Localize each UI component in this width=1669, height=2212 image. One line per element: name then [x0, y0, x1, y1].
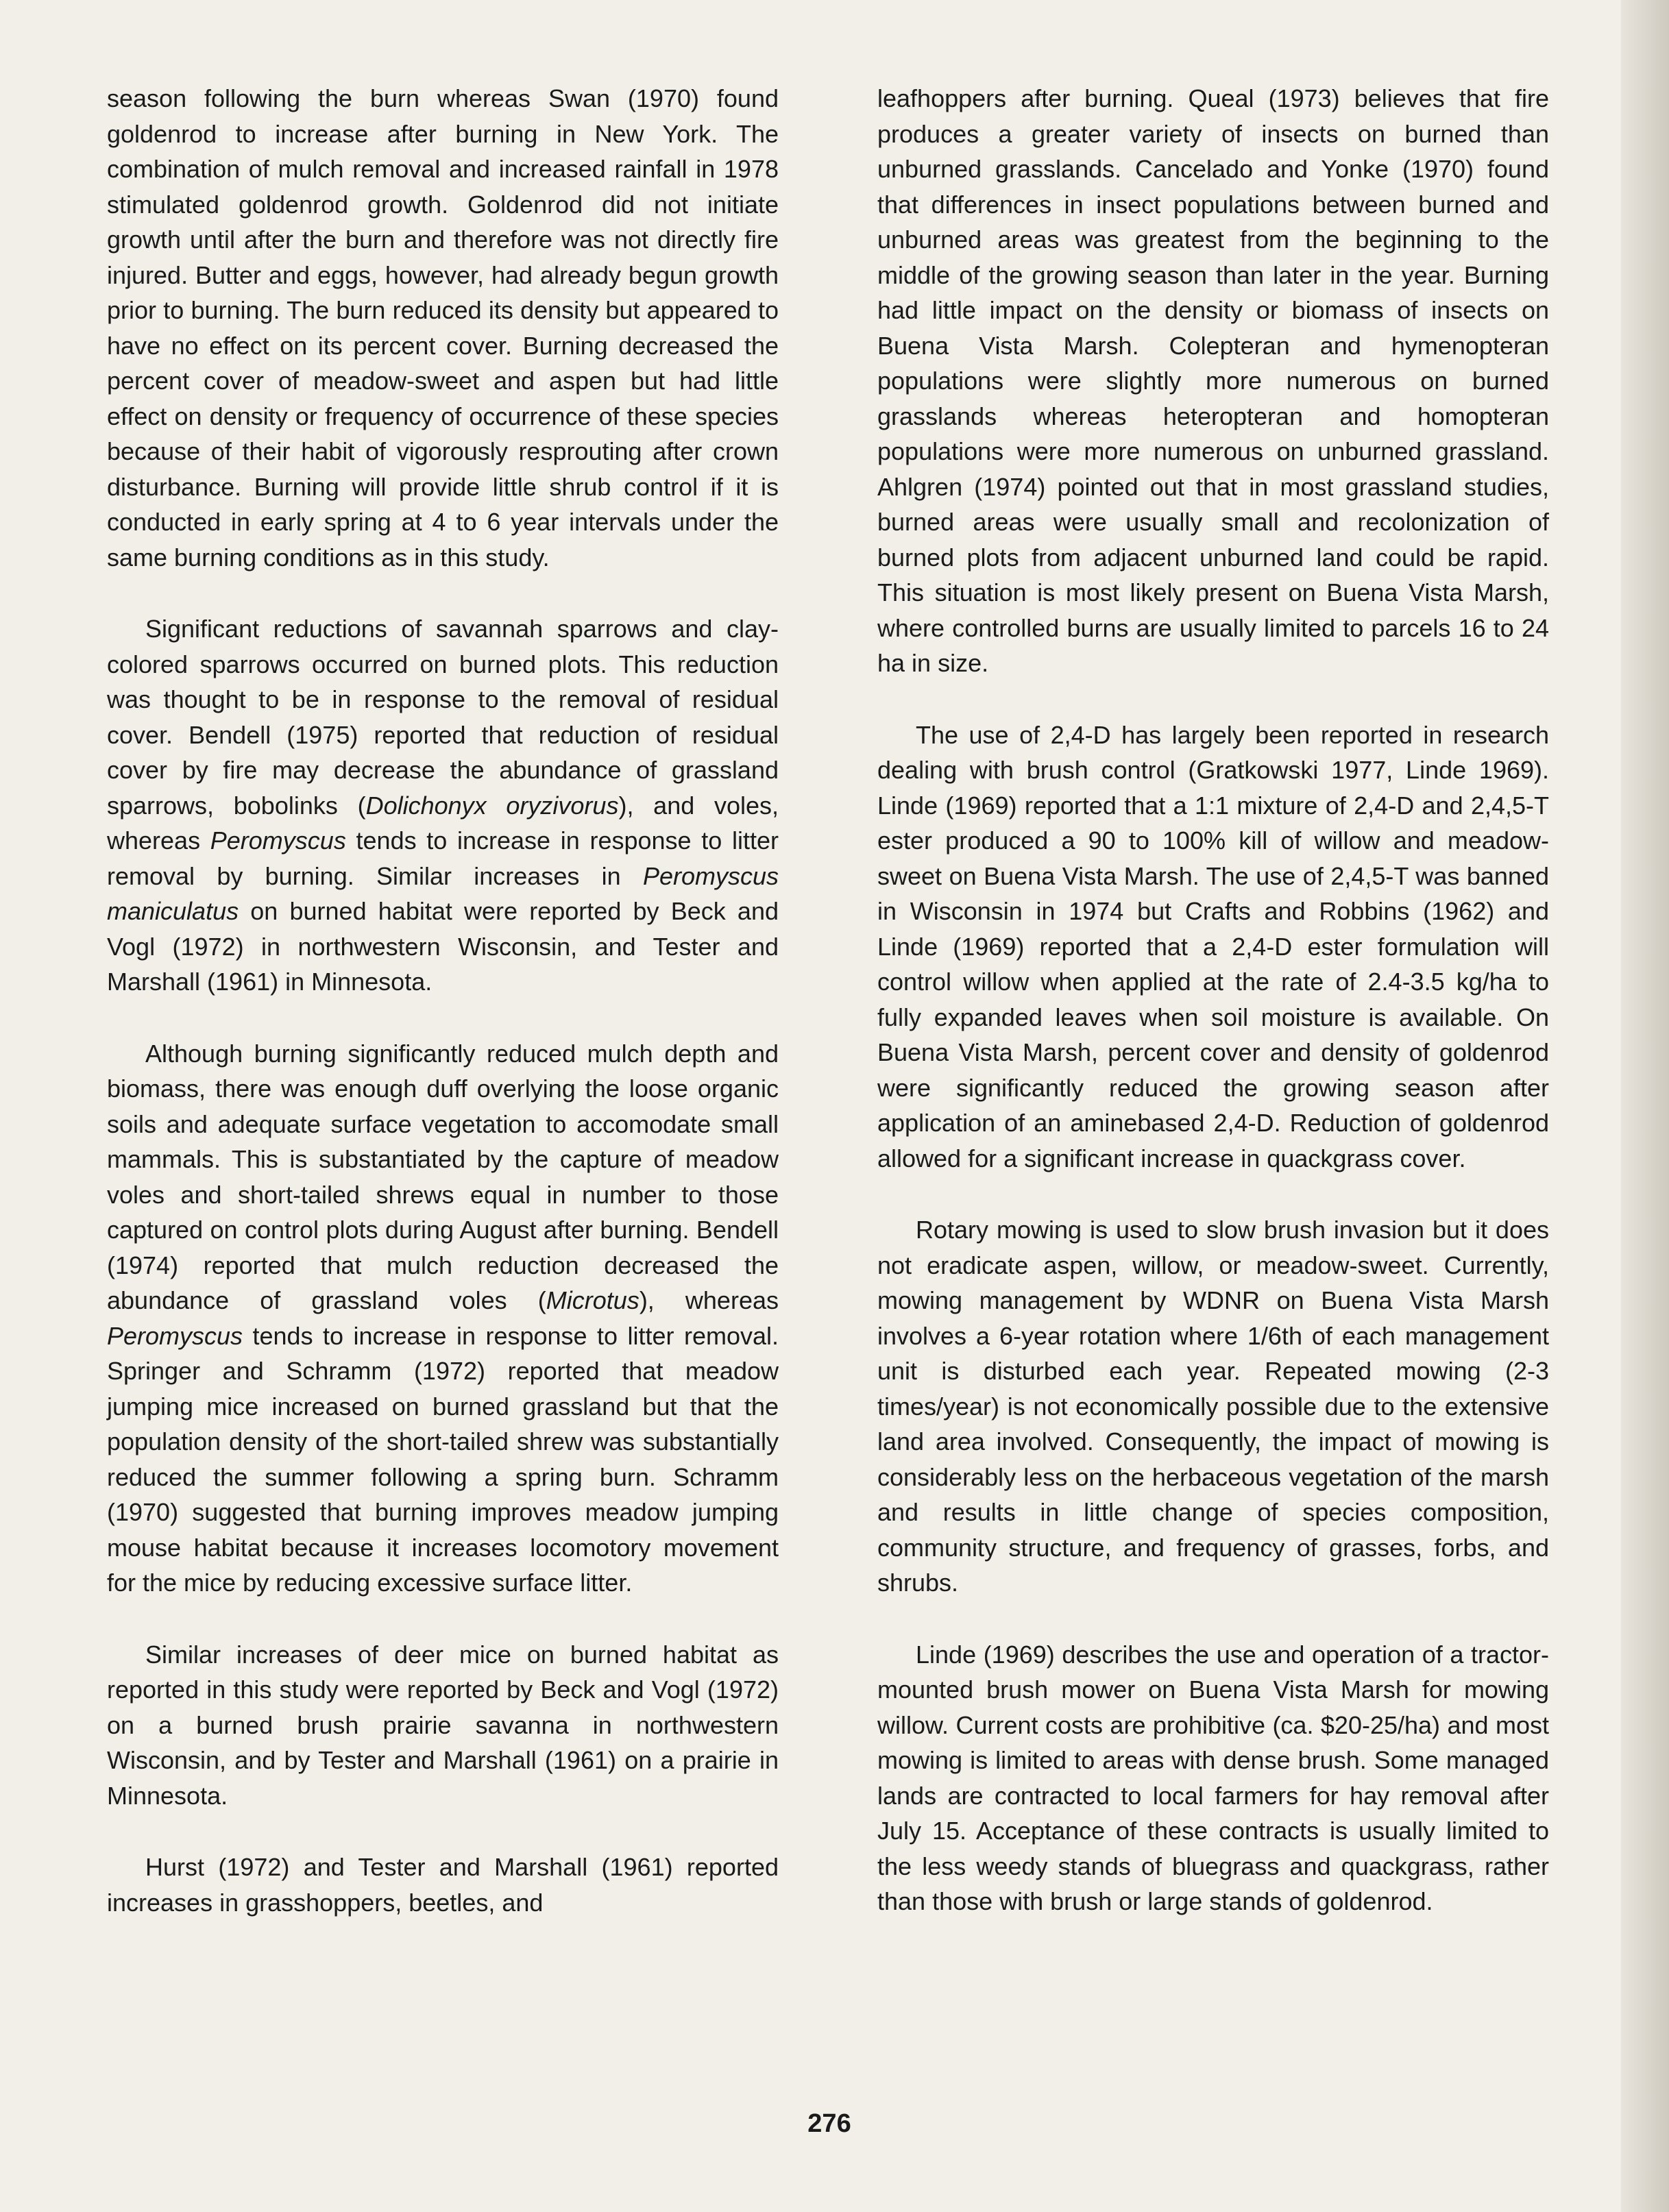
species-name: Microtus: [546, 1286, 639, 1314]
right-column: [877, 81, 1549, 1919]
species-name: Dolichonyx oryzivorus: [365, 791, 619, 820]
paragraph-insects: leafhoppers after burning. Queal (1973) believes that fire produces a greater variety of insects on burned than unburned grasslands. Cancelado and Yonke (1970) found that differences in insect populations between burned and unburned areas was greatest from the beginning to the middle of the growing season than later in the year. Burning had little impact on the density or biomass of insects on Buena Vista Marsh. Colepteran and hymenopteran populations were slightly more numerous on burned grasslands whereas heteropteran and homopteran populations were more numerous on unburned grassland. Ahlgren (1974) pointed out that in most grassland studies, burned areas were usually small and recolonization of burned plots from adjacent unburned land could be rapid. This situation is most likely present on Buena Vista Marsh, where controlled burns are usually limited to parcels 16 to 24 ha in size.: [877, 84, 1549, 677]
paragraph-deer-mice: Similar increases of deer mice on burned habitat as reported in this study were reported by Beck and Vogl (1972) on a burned brush prairie savanna in northwestern Wisconsin, and by Tester and Marshall (1961) on a prairie in Minnesota.: [107, 1640, 779, 1810]
paragraph-rotary-mowing: Rotary mowing is used to slow brush invasion but it does not eradicate aspen, willow, or meadow-sweet. Currently, mowing management by WDNR on Buena Vista Marsh involves a 6-year rotation where 1/6th of each management unit is disturbed each year. Repeated mowing (2-3 times/year) is not economically possible due to the extensive land area involved. Consequently, the impact of mowing is considerably less on the herbaceous vegetation of the marsh and results in little change of species composition, community structure, and frequency of grasses, forbs, and shrubs.: [877, 1216, 1549, 1597]
species-name: Peromyscus maniculatus: [107, 861, 779, 925]
species-name: Peromyscus: [210, 826, 346, 855]
left-column: [107, 81, 779, 1920]
paragraph-insects-intro: Hurst (1972) and Tester and Marshall (1961) reported increases in grasshoppers, beetles, and: [107, 1853, 779, 1917]
paragraph-small-mammals: Although burning significantly reduced mulch depth and biomass, there was enough duff overlying the loose organic soils and adequate surface vegetation to accomodate small mammals. This is substantiated by the capture of meadow voles and short-tailed shrews equal in number to those captured on control plots during August after burning. Bendell (1974) reported that mulch reduction decreased the abundance of grassland voles (Microtus), whereas Peromyscus tends to increase in response to litter removal. Springer and Schramm (1972) reported that meadow jumping mice increased on burned grassland but that the population density of the short-tailed shrew was substantially reduced the summer following a spring burn. Schramm (1970) suggested that burning improves meadow jumping mouse habitat because it increases locomotory movement for the mice by reducing excessive surface litter.: [107, 1039, 779, 1597]
paragraph-goldenrod-burning: season following the burn whereas Swan (1970) found goldenrod to increase after burning in New York. The combination of mulch removal and increased rainfall in 1978 stimulated goldenrod growth. Goldenrod did not initiate growth until after the burn and therefore was not directly fire injured. Butter and eggs, however, had already begun growth prior to burning. The burn reduced its density but appeared to have no effect on its percent cover. Burning decreased the percent cover of meadow-sweet and aspen but had little effect on density or frequency of occurrence of these species because of their habit of vigorously resprouting after crown disturbance. Burning will provide little shrub control if it is conducted in early spring at 4 to 6 year intervals under the same burning conditions as in this study.: [107, 84, 779, 572]
page-edge-shadow: [1621, 0, 1669, 2212]
paragraph-brush-mower: Linde (1969) describes the use and operation of a tractor-mounted brush mower on Buena Vista Marsh for mowing willow. Current costs are prohibitive (ca. $20-25/ha) and most mowing is limited to areas with dense brush. Some managed lands are contracted to local farmers for hay removal after July 15. Acceptance of these contracts is usually limited to the less weedy stands of bluegrass and quackgrass, rather than those with brush or large stands of goldenrod.: [877, 1640, 1549, 1915]
paragraph-herbicide: The use of 2,4-D has largely been reported in research dealing with brush control (Gratkowski 1977, Linde 1969). Linde (1969) reported that a 1:1 mixture of 2,4-D and 2,4,5-T ester produced a 90 to 100% kill of willow and meadow-sweet on Buena Vista Marsh. The use of 2,4,5-T was banned in Wisconsin in 1974 but Crafts and Robbins (1962) and Linde (1969) reported that a 2,4-D ester formulation will control willow when applied at the rate of 2.4-3.5 kg/ha to fully expanded leaves when soil moisture is available. On Buena Vista Marsh, percent cover and density of goldenrod were significantly reduced the growing season after application of an aminebased 2,4-D. Reduction of goldenrod allowed for a significant increase in quackgrass cover.: [877, 720, 1549, 1172]
paragraph-sparrow-reductions: Significant reductions of savannah sparrows and clay-colored sparrows occurred on burned plots. This reduction was thought to be in response to the removal of residual cover. Bendell (1975) reported that reduction of residual cover by fire may decrease the abundance of grassland sparrows, bobolinks (Dolichonyx oryzivorus), and voles, whereas Peromyscus tends to increase in response to litter removal by burning. Similar increases in Peromyscus maniculatus on burned habitat were reported by Beck and Vogl (1972) in northwestern Wisconsin, and Tester and Marshall (1961) in Minnesota.: [107, 615, 779, 996]
species-name: Peromyscus: [107, 1321, 243, 1350]
page-number: 276: [807, 2109, 851, 2138]
